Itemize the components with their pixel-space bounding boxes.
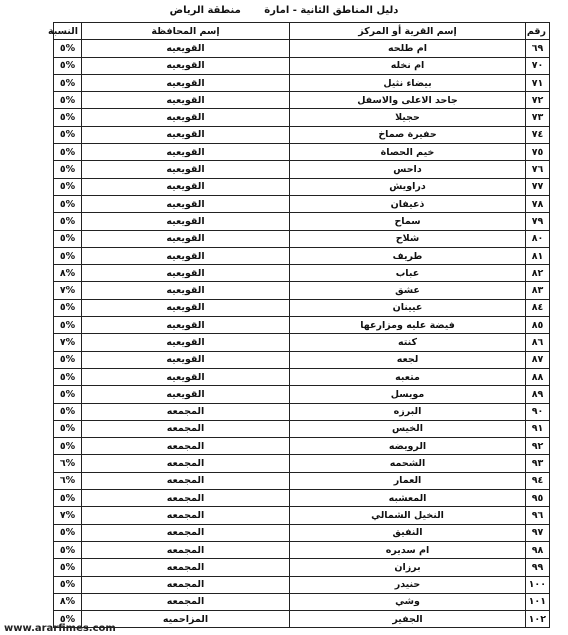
row-number: ٦٩ [526, 40, 550, 57]
percentage-value: ٥% [54, 420, 82, 437]
village-name: متعبه [290, 368, 526, 385]
percentage-value: ٥% [54, 92, 82, 109]
row-number: ٩٦ [526, 507, 550, 524]
village-name: النخيل الشمالي [290, 507, 526, 524]
table-row [54, 161, 550, 178]
column-header-governorate: إسم المحافظة [82, 23, 290, 40]
row-number: ٩١ [526, 420, 550, 437]
governorate-name: القويعيه [82, 92, 290, 109]
percentage-value: ٥% [54, 74, 82, 91]
village-name: العمار [290, 472, 526, 489]
governorate-name: القويعيه [82, 351, 290, 368]
percentage-value: ٥% [54, 611, 82, 628]
percentage-value: ٨% [54, 265, 82, 282]
percentage-value: ٥% [54, 541, 82, 558]
row-number: ٧٤ [526, 126, 550, 143]
table-row [54, 403, 550, 420]
percentage-value: ٥% [54, 576, 82, 593]
row-number: ٩٣ [526, 455, 550, 472]
table-row [54, 178, 550, 195]
village-name: الجفير [290, 611, 526, 628]
governorate-name: المجمعه [82, 490, 290, 507]
villages-table [47, 22, 550, 628]
percentage-value: ٥% [54, 109, 82, 126]
percentage-value: ٦% [54, 455, 82, 472]
percentage-value: ٦% [54, 472, 82, 489]
percentage-value: ٥% [54, 403, 82, 420]
governorate-name: القويعيه [82, 57, 290, 74]
row-number: ٧٥ [526, 144, 550, 161]
village-name: لجعه [290, 351, 526, 368]
row-number: ٧٧ [526, 178, 550, 195]
governorate-name: المجمعه [82, 420, 290, 437]
village-name: حفيرة صماخ [290, 126, 526, 143]
village-name: جاحد الاعلى والاسفل [290, 92, 526, 109]
governorate-name: القويعيه [82, 230, 290, 247]
village-name: المعشبه [290, 490, 526, 507]
village-name: حجيلا [290, 109, 526, 126]
village-name: داحس [290, 161, 526, 178]
table-row [54, 438, 550, 455]
governorate-name: المجمعه [82, 559, 290, 576]
governorate-name: القويعيه [82, 126, 290, 143]
governorate-name: المجمعه [82, 541, 290, 558]
governorate-name: القويعيه [82, 178, 290, 195]
governorate-name: القويعيه [82, 247, 290, 264]
row-number: ٧١ [526, 74, 550, 91]
table-row [54, 420, 550, 437]
table-row [54, 317, 550, 334]
percentage-value: ٥% [54, 524, 82, 541]
row-number: ٧٠ [526, 57, 550, 74]
row-number: ٩٤ [526, 472, 550, 489]
percentage-value: ٥% [54, 490, 82, 507]
table-row [54, 472, 550, 489]
governorate-name: القويعيه [82, 334, 290, 351]
governorate-name: القويعيه [82, 161, 290, 178]
row-number: ٧٨ [526, 195, 550, 212]
village-name: البرزه [290, 403, 526, 420]
table-header-row [54, 23, 550, 40]
row-number: ٩٧ [526, 524, 550, 541]
document-title: دليل المناطق الثانية - امارة [264, 5, 399, 16]
village-name: الشحمه [290, 455, 526, 472]
village-name: حنيدر [290, 576, 526, 593]
row-number: ١٠٠ [526, 576, 550, 593]
percentage-value: ٧% [54, 334, 82, 351]
row-number: ٨١ [526, 247, 550, 264]
percentage-value: ٥% [54, 247, 82, 264]
table-row [54, 299, 550, 316]
governorate-name: المجمعه [82, 472, 290, 489]
row-number: ٩٨ [526, 541, 550, 558]
page-title [0, 5, 568, 16]
governorate-name: القويعيه [82, 109, 290, 126]
table-row [54, 524, 550, 541]
table-row [54, 265, 550, 282]
governorate-name: القويعيه [82, 144, 290, 161]
row-number: ٨٧ [526, 351, 550, 368]
percentage-value: ٥% [54, 144, 82, 161]
village-name: ام طلحه [290, 40, 526, 57]
governorate-name: المجمعه [82, 524, 290, 541]
governorate-name: القويعيه [82, 40, 290, 57]
village-name: النفيق [290, 524, 526, 541]
row-number: ٨٢ [526, 265, 550, 282]
percentage-value: ٥% [54, 438, 82, 455]
table-row [54, 109, 550, 126]
percentage-value: ٧% [54, 282, 82, 299]
governorate-name: المجمعه [82, 403, 290, 420]
row-number: ١٠٢ [526, 611, 550, 628]
governorate-name: القويعيه [82, 74, 290, 91]
percentage-value: ٥% [54, 351, 82, 368]
village-name: وشي [290, 593, 526, 610]
village-name: فيضة عليه ومزارعها [290, 317, 526, 334]
village-name: برزان [290, 559, 526, 576]
governorate-name: القويعيه [82, 195, 290, 212]
row-number: ٨٣ [526, 282, 550, 299]
percentage-value: ٥% [54, 299, 82, 316]
footer-url: www.ararfimes.com [4, 623, 116, 634]
table-row [54, 74, 550, 91]
village-name: خيم الحصاة [290, 144, 526, 161]
table-row [54, 541, 550, 558]
village-name: الرويضه [290, 438, 526, 455]
percentage-value: ٥% [54, 57, 82, 74]
village-name: سماح [290, 213, 526, 230]
table-row [54, 213, 550, 230]
row-number: ٧٢ [526, 92, 550, 109]
table-row [54, 593, 550, 610]
table-row [54, 351, 550, 368]
table-row [54, 559, 550, 576]
percentage-value: ٥% [54, 317, 82, 334]
village-name: الخيس [290, 420, 526, 437]
village-name: كنته [290, 334, 526, 351]
village-name: عشق [290, 282, 526, 299]
governorate-name: القويعيه [82, 368, 290, 385]
table-row [54, 507, 550, 524]
table-row [54, 386, 550, 403]
percentage-value: ٧% [54, 507, 82, 524]
table-row [54, 247, 550, 264]
percentage-value: ٨% [54, 593, 82, 610]
table-row [54, 490, 550, 507]
village-name: ام نخله [290, 57, 526, 74]
table-row [54, 126, 550, 143]
village-name: مويسل [290, 386, 526, 403]
row-number: ٧٩ [526, 213, 550, 230]
village-name: بيضاء نثيل [290, 74, 526, 91]
row-number: ٩٢ [526, 438, 550, 455]
governorate-name: المجمعه [82, 507, 290, 524]
row-number: ٨٨ [526, 368, 550, 385]
table-row [54, 282, 550, 299]
percentage-value: ٥% [54, 559, 82, 576]
row-number: ٩٠ [526, 403, 550, 420]
table-row [54, 455, 550, 472]
percentage-value: ٥% [54, 40, 82, 57]
table-row [54, 92, 550, 109]
governorate-name: القويعيه [82, 265, 290, 282]
governorate-name: المجمعه [82, 455, 290, 472]
table-row [54, 144, 550, 161]
table-row [54, 40, 550, 57]
row-number: ٧٣ [526, 109, 550, 126]
governorate-name: القويعيه [82, 282, 290, 299]
table-row [54, 57, 550, 74]
percentage-value: ٥% [54, 178, 82, 195]
percentage-value: ٥% [54, 213, 82, 230]
percentage-value: ٥% [54, 161, 82, 178]
row-number: ٨٩ [526, 386, 550, 403]
village-name: ام سديره [290, 541, 526, 558]
column-header-village: إسم القرية أو المركز [290, 23, 526, 40]
row-number: ٩٩ [526, 559, 550, 576]
column-header-number: رقم [526, 23, 550, 40]
row-number: ٨٠ [526, 230, 550, 247]
governorate-name: القويعيه [82, 213, 290, 230]
village-name: ذعيفان [290, 195, 526, 212]
governorate-name: المجمعه [82, 593, 290, 610]
governorate-name: القويعيه [82, 386, 290, 403]
column-header-percentage: النسبة [54, 23, 82, 40]
percentage-value: ٥% [54, 126, 82, 143]
governorate-name: المجمعه [82, 438, 290, 455]
governorate-name: القويعيه [82, 317, 290, 334]
village-name: عباب [290, 265, 526, 282]
row-number: ٩٥ [526, 490, 550, 507]
table-row [54, 230, 550, 247]
row-number: ٨٦ [526, 334, 550, 351]
governorate-name: المجمعه [82, 576, 290, 593]
village-name: دراويش [290, 178, 526, 195]
percentage-value: ٥% [54, 195, 82, 212]
percentage-value: ٥% [54, 386, 82, 403]
region-name: منطقة الرياض [169, 5, 241, 16]
table-row [54, 334, 550, 351]
row-number: ٨٥ [526, 317, 550, 334]
governorate-name: المزاحميه [82, 611, 290, 628]
village-name: عيينان [290, 299, 526, 316]
village-name: طريف [290, 247, 526, 264]
table-row [54, 195, 550, 212]
row-number: ١٠١ [526, 593, 550, 610]
table-row [54, 576, 550, 593]
village-name: شلاح [290, 230, 526, 247]
row-number: ٨٤ [526, 299, 550, 316]
table-row [54, 611, 550, 628]
percentage-value: ٥% [54, 230, 82, 247]
governorate-name: القويعيه [82, 299, 290, 316]
row-number: ٧٦ [526, 161, 550, 178]
table-row [54, 368, 550, 385]
percentage-value: ٥% [54, 368, 82, 385]
